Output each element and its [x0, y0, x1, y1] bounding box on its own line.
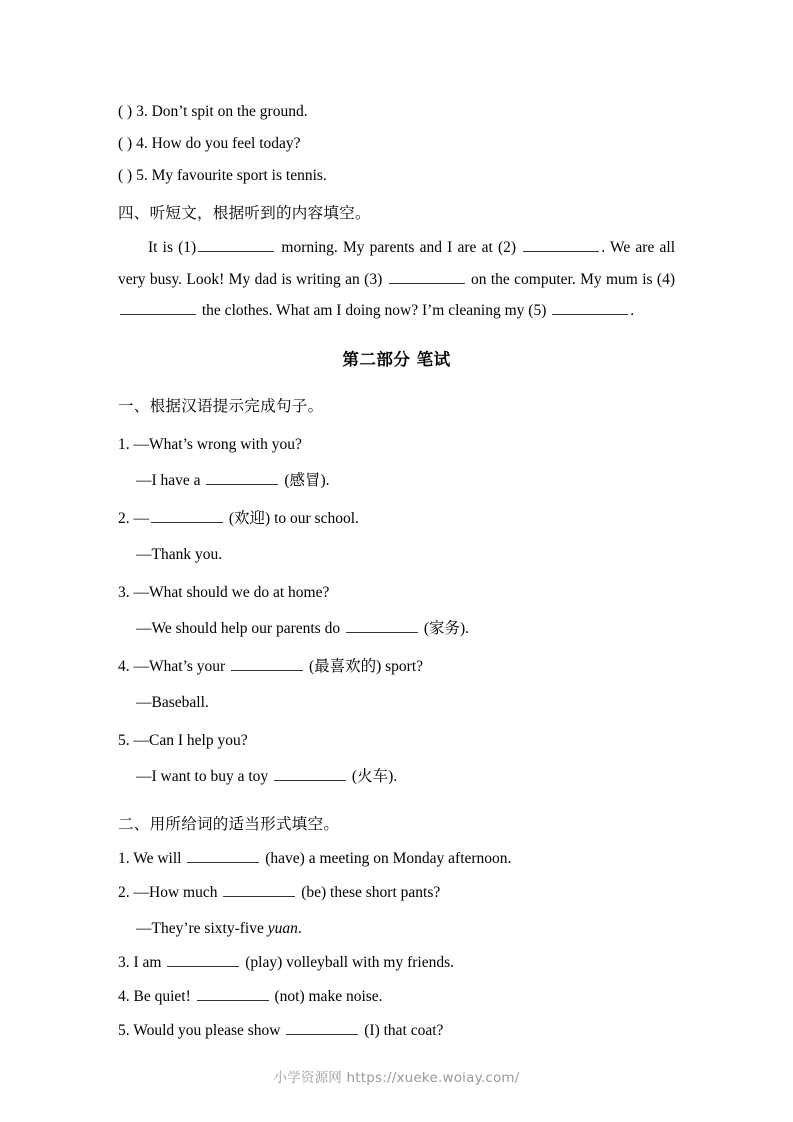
- cloze-blank-2[interactable]: [523, 237, 599, 252]
- fill-blank[interactable]: [223, 881, 295, 896]
- fill-blank[interactable]: [197, 985, 269, 1000]
- answer-hint: (感冒).: [284, 471, 330, 489]
- fill-row: [118, 1015, 675, 1047]
- cloze-text-segment: .: [630, 302, 635, 319]
- question-text: 4. —What’s your: [118, 657, 226, 675]
- fill-row: [118, 877, 675, 909]
- listening-cloze-paragraph: [118, 232, 675, 327]
- true-false-item: ( ) 5. My favourite sport is tennis.: [118, 167, 327, 184]
- spacer: [118, 793, 675, 803]
- fill-row: [118, 981, 675, 1013]
- fill-text: 1. We will: [118, 849, 182, 867]
- true-false-item: ( ) 4. How do you feel today?: [118, 135, 301, 152]
- answer-text: —I want to buy a toy: [136, 767, 269, 785]
- fill-text: 4. Be quiet!: [118, 987, 191, 1005]
- question-text: 5. —Can I help you?: [118, 731, 248, 749]
- cloze-text-segment: morning. My parents and I are at (2): [281, 239, 517, 256]
- question-hint: (最喜欢的) sport?: [308, 657, 424, 675]
- question-blank[interactable]: [151, 507, 223, 522]
- fill-text: 3. I am: [118, 953, 162, 971]
- answer-blank[interactable]: [346, 617, 418, 632]
- answer-row: [118, 613, 675, 645]
- fill-hint: (be) these short pants?: [301, 883, 441, 901]
- fill-blank[interactable]: [286, 1019, 358, 1034]
- answer-hint: (火车).: [351, 767, 398, 785]
- fill-blank[interactable]: [187, 847, 259, 862]
- answer-row: [118, 465, 675, 497]
- question-row: [118, 577, 675, 609]
- answer-text-tail: .: [297, 919, 302, 937]
- fill-text: 2. —How much: [118, 883, 218, 901]
- cloze-blank-1[interactable]: [198, 237, 274, 252]
- footer-watermark: 小学资源网 https://xueke.woiay.com/: [273, 1070, 520, 1086]
- answer-italic-word: yuan: [267, 919, 298, 937]
- question-row: [118, 651, 675, 683]
- answer-row: [118, 761, 675, 793]
- fill-text: 5. Would you please show: [118, 1021, 281, 1039]
- fill-hint: (not) make noise.: [274, 987, 383, 1005]
- cloze-text-segment: on the computer. My mum is (4): [471, 270, 676, 288]
- true-false-item: ( ) 3. Don’t spit on the ground.: [118, 103, 308, 120]
- section-four-heading: 四、听短文，根据听到的内容填空。: [118, 204, 371, 222]
- fill-hint: (have) a meeting on Monday afternoon.: [265, 849, 512, 867]
- fill-row: [118, 843, 675, 875]
- cloze-text-segment: . We are all very busy. Look! My dad is writing an (3): [118, 239, 675, 288]
- question-text: 3. —What should we do at home?: [118, 583, 330, 601]
- fill-hint: (play) volleyball with my friends.: [245, 953, 455, 971]
- question-row: [118, 725, 675, 757]
- answer-text: —Baseball.: [136, 693, 209, 711]
- question-blank[interactable]: [231, 655, 303, 670]
- cloze-blank-3[interactable]: [389, 268, 465, 283]
- fill-hint: (I) that coat?: [364, 1021, 444, 1039]
- cloze-text-segment: It is (1): [148, 239, 197, 256]
- question-text: 1. —What’s wrong with you?: [118, 435, 302, 453]
- question-row: [118, 429, 675, 461]
- answer-row: [118, 539, 675, 571]
- answer-blank[interactable]: [274, 765, 346, 780]
- page-content: [118, 96, 675, 1047]
- cloze-blank-4[interactable]: [120, 300, 196, 315]
- answer-text: —I have a: [136, 471, 201, 489]
- answer-hint: (家务).: [423, 619, 470, 637]
- section-two-heading: 二、用所给词的适当形式填空。: [118, 814, 340, 833]
- section-one-heading: 一、根据汉语提示完成句子。: [118, 396, 324, 415]
- answer-row: [118, 687, 675, 719]
- answer-blank[interactable]: [206, 469, 278, 484]
- question-text: 2. —: [118, 509, 149, 527]
- cloze-blank-5[interactable]: [552, 300, 628, 315]
- fill-row: [118, 947, 675, 979]
- answer-row: [118, 913, 675, 945]
- answer-text: —Thank you.: [136, 545, 223, 563]
- question-row: [118, 503, 675, 535]
- question-hint: (欢迎) to our school.: [228, 509, 359, 527]
- cloze-text-segment: the clothes. What am I doing now? I’m cleaning my (5): [201, 302, 547, 319]
- answer-text: —They’re sixty-five: [136, 919, 268, 937]
- part-two-title: 第二部分 笔试: [342, 349, 451, 369]
- answer-text: —We should help our parents do: [136, 619, 341, 637]
- fill-blank[interactable]: [167, 951, 239, 966]
